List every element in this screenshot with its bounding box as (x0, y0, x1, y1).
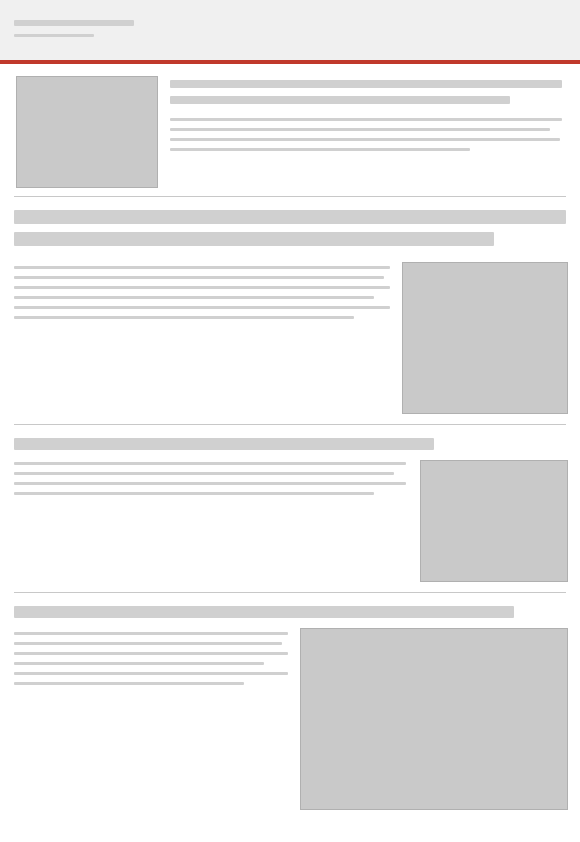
placeholder-line (170, 96, 510, 104)
placeholder-line (170, 118, 562, 121)
placeholder-line (14, 20, 134, 26)
placeholder-line (14, 232, 494, 246)
placeholder-line (14, 642, 282, 645)
divider (14, 424, 566, 425)
placeholder-line (14, 306, 390, 309)
placeholder-line (14, 316, 354, 319)
divider (14, 196, 566, 197)
placeholder-line (14, 34, 94, 37)
placeholder-line (14, 606, 514, 618)
placeholder-line (14, 438, 434, 450)
placeholder-line (14, 492, 374, 495)
placeholder-line (14, 266, 390, 269)
placeholder-line (170, 128, 550, 131)
photo (300, 628, 568, 810)
placeholder-line (14, 286, 390, 289)
placeholder-line (14, 472, 394, 475)
placeholder-line (14, 662, 264, 665)
placeholder-line (14, 632, 288, 635)
photo (420, 460, 568, 582)
placeholder-line (14, 276, 384, 279)
placeholder-line (14, 482, 406, 485)
placeholder-line (14, 296, 374, 299)
photo (16, 76, 158, 188)
placeholder-line (14, 210, 566, 224)
placeholder-line (14, 672, 288, 675)
masthead-band (0, 0, 580, 60)
placeholder-line (170, 148, 470, 151)
photo (402, 262, 568, 414)
accent-bar (0, 60, 580, 64)
placeholder-line (14, 682, 244, 685)
placeholder-line (170, 138, 560, 141)
placeholder-line (14, 462, 406, 465)
placeholder-line (170, 80, 562, 88)
divider (14, 592, 566, 593)
placeholder-line (14, 652, 288, 655)
